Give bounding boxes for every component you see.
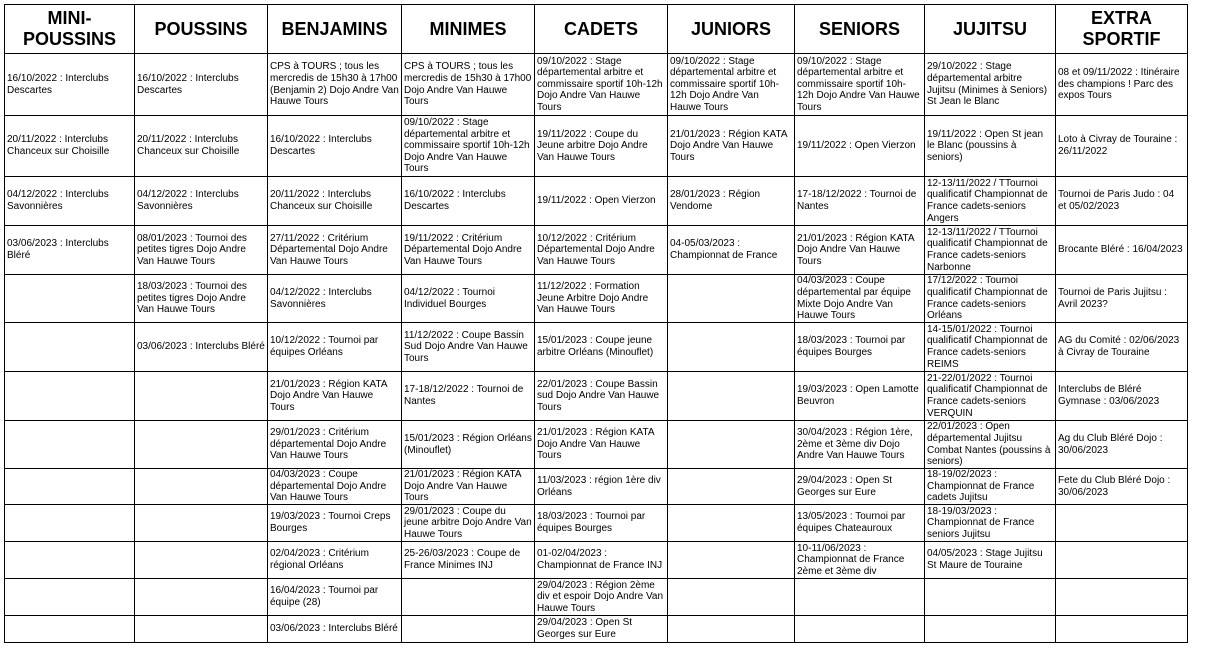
event-cell: 15/01/2023 : Coupe jeune arbitre Orléans (Minouflet) [535,323,668,372]
event-cell: 08/01/2023 : Tournoi des petites tigres Dojo Andre Van Hauwe Tours [135,226,268,275]
event-cell: Loto à Civray de Touraine : 26/11/2022 [1056,116,1188,177]
event-cell: AG du Comité : 02/06/2023 à Civray de Touraine [1056,323,1188,372]
event-cell [1056,579,1188,616]
table-row [5,177,1188,226]
event-cell [5,469,135,505]
event-cell: 04/03/2023 : Coupe départemental Dojo Andre Van Hauwe Tours [268,469,402,505]
event-cell: 09/10/2022 : Stage départemental arbitre et commissaire sportif 10h-12h Dojo Andre Van Hauwe Tours [535,54,668,116]
table-row [5,372,1188,421]
table-row [5,226,1188,275]
event-cell: 25-26/03/2023 : Coupe de France Minimes INJ [402,542,535,579]
event-cell: 18/03/2023 : Tournoi par équipes Bourges [535,505,668,542]
event-cell [668,372,795,421]
event-cell: Fete du Club Bléré Dojo : 30/06/2023 [1056,469,1188,505]
event-cell: 19/03/2023 : Open Lamotte Beuvron [795,372,925,421]
column-header: EXTRA SPORTIF [1056,5,1188,54]
event-cell [5,372,135,421]
event-cell [795,579,925,616]
table-row [5,579,1188,616]
event-cell: Interclubs de Bléré Gymnase : 03/06/2023 [1056,372,1188,421]
event-cell [135,616,268,643]
event-cell: 21/01/2023 : Région KATA Dojo Andre Van Hauwe Tours [795,226,925,275]
table-row [5,116,1188,177]
event-cell [668,542,795,579]
event-cell [135,542,268,579]
event-cell: 19/03/2023 : Tournoi Creps Bourges [268,505,402,542]
table-row [5,616,1188,643]
event-cell: 04/03/2023 : Coupe départemental par équipe Mixte Dojo Andre Van Hauwe Tours [795,275,925,323]
table-row [5,469,1188,505]
event-cell [925,579,1056,616]
header-row [5,5,1188,54]
event-cell: Brocante Bléré : 16/04/2023 [1056,226,1188,275]
event-cell: 09/10/2022 : Stage départemental arbitre et commissaire sportif 10h-12h Dojo Andre Van Hauwe Tours [795,54,925,116]
event-cell: 15/01/2023 : Région Orléans (Minouflet) [402,421,535,469]
event-cell: 29/04/2023 : Open St Georges sur Eure [795,469,925,505]
event-cell [135,505,268,542]
event-cell: 04/12/2022 : Interclubs Savonnières [268,275,402,323]
event-cell: Ag du Club Bléré Dojo : 30/06/2023 [1056,421,1188,469]
event-cell: 10-11/06/2023 : Championnat de France 2ème et 3ème div [795,542,925,579]
event-cell: 11/12/2022 : Formation Jeune Arbitre Dojo Andre Van Hauwe Tours [535,275,668,323]
event-cell: 30/04/2023 : Région 1ère, 2ème et 3ème div Dojo Andre Van Hauwe Tours [795,421,925,469]
event-cell: 09/10/2022 : Stage départemental arbitre et commissaire sportif 10h-12h Dojo Andre Van Hauwe Tours [402,116,535,177]
calendar-table [4,4,1188,643]
column-header: JUJITSU [925,5,1056,54]
event-cell [5,579,135,616]
event-cell: 11/03/2023 : région 1ère div Orléans [535,469,668,505]
event-cell: 12-13/11/2022 / TTournoi qualificatif Championnat de France cadets-seniors Angers [925,177,1056,226]
event-cell: 04-05/03/2023 : Championnat de France [668,226,795,275]
event-cell: Tournoi de Paris Judo : 04 et 05/02/2023 [1056,177,1188,226]
event-cell: 08 et 09/11/2022 : Itinéraire des champions ! Parc des expos Tours [1056,54,1188,116]
event-cell: 04/05/2023 : Stage Jujitsu St Maure de Touraine [925,542,1056,579]
event-cell: 20/11/2022 : Interclubs Chanceux sur Choisille [268,177,402,226]
event-cell: 21/01/2023 : Région KATA Dojo Andre Van Hauwe Tours [268,372,402,421]
event-cell [1056,616,1188,643]
event-cell: 16/10/2022 : Interclubs Descartes [402,177,535,226]
event-cell: 19/11/2022 : Coupe du Jeune arbitre Dojo Andre Van Hauwe Tours [535,116,668,177]
event-cell: 18-19/03/2023 : Championnat de France seniors Jujitsu [925,505,1056,542]
event-cell: 27/11/2022 : Critérium Départemental Dojo Andre Van Hauwe Tours [268,226,402,275]
event-cell: 29/04/2023 : Région 2ème div et espoir Dojo Andre Van Hauwe Tours [535,579,668,616]
event-cell: 10/12/2022 : Tournoi par équipes Orléans [268,323,402,372]
event-cell: 18-19/02/2023 : Championnat de France cadets Jujitsu [925,469,1056,505]
event-cell [402,579,535,616]
column-header: BENJAMINS [268,5,402,54]
event-cell: 22/01/2023 : Coupe Bassin sud Dojo Andre Van Hauwe Tours [535,372,668,421]
event-cell: 19/11/2022 : Open Vierzon [535,177,668,226]
event-cell: 17-18/12/2022 : Tournoi de Nantes [795,177,925,226]
event-cell: 21/01/2023 : Région KATA Dojo Andre Van Hauwe Tours [402,469,535,505]
column-header: POUSSINS [135,5,268,54]
event-cell: 17/12/2022 : Tournoi qualificatif Championnat de France cadets-seniors Orléans [925,275,1056,323]
event-cell [668,616,795,643]
event-cell [668,421,795,469]
table-row [5,275,1188,323]
event-cell: 03/06/2023 : Interclubs Bléré [135,323,268,372]
event-cell [5,505,135,542]
event-cell [5,421,135,469]
event-cell: 19/11/2022 : Open Vierzon [795,116,925,177]
event-cell: CPS à TOURS ; tous les mercredis de 15h30 à 17h00 Dojo Andre Van Hauwe Tours [402,54,535,116]
event-cell [5,542,135,579]
event-cell: 03/06/2023 : Interclubs Bléré [5,226,135,275]
event-cell: 09/10/2022 : Stage départemental arbitre et commissaire sportif 10h-12h Dojo Andre Van Hauwe Tours [668,54,795,116]
event-cell [5,616,135,643]
event-cell [668,579,795,616]
event-cell [5,323,135,372]
column-header: SENIORS [795,5,925,54]
event-cell [135,372,268,421]
event-cell [925,616,1056,643]
event-cell: 21/01/2023 : Région KATA Dojo Andre Van Hauwe Tours [535,421,668,469]
column-header: CADETS [535,5,668,54]
event-cell: 17-18/12/2022 : Tournoi de Nantes [402,372,535,421]
event-cell [668,275,795,323]
event-cell [402,616,535,643]
event-cell: 04/12/2022 : Interclubs Savonnières [135,177,268,226]
column-header: MINI-POUSSINS [5,5,135,54]
event-cell: 21/01/2023 : Région KATA Dojo Andre Van Hauwe Tours [668,116,795,177]
event-cell [795,616,925,643]
event-cell: CPS à TOURS ; tous les mercredis de 15h30 à 17h00 (Benjamin 2) Dojo Andre Van Hauwe Tours [268,54,402,116]
event-cell: 29/01/2023 : Coupe du jeune arbitre Dojo Andre Van Hauwe Tours [402,505,535,542]
event-cell: 10/12/2022 : Critérium Départemental Dojo Andre Van Hauwe Tours [535,226,668,275]
event-cell: 12-13/11/2022 / TTournoi qualificatif Championnat de France cadets-seniors Narbonne [925,226,1056,275]
event-cell [135,579,268,616]
table-row [5,421,1188,469]
event-cell [1056,505,1188,542]
event-cell: 20/11/2022 : Interclubs Chanceux sur Choisille [5,116,135,177]
event-cell: 19/11/2022 : Critérium Départemental Dojo Andre Van Hauwe Tours [402,226,535,275]
table-header [5,5,1188,54]
column-header: JUNIORS [668,5,795,54]
table-row [5,542,1188,579]
event-cell [668,469,795,505]
table-row [5,54,1188,116]
event-cell: 18/03/2023 : Tournoi des petites tigres Dojo Andre Van Hauwe Tours [135,275,268,323]
event-cell [5,275,135,323]
event-cell [668,505,795,542]
event-cell: 04/12/2022 : Interclubs Savonnières [5,177,135,226]
event-cell: 22/01/2023 : Open départemental Jujitsu Combat Nantes (poussins à seniors) [925,421,1056,469]
event-cell: 04/12/2022 : Tournoi Individuel Bourges [402,275,535,323]
table-row [5,505,1188,542]
table-body [5,54,1188,643]
event-cell [668,323,795,372]
event-cell: 02/04/2023 : Critérium régional Orléans [268,542,402,579]
event-cell: 13/05/2023 : Tournoi par équipes Chateauroux [795,505,925,542]
event-cell: 11/12/2022 : Coupe Bassin Sud Dojo Andre Van Hauwe Tours [402,323,535,372]
event-cell [1056,542,1188,579]
event-cell: 19/11/2022 : Open St jean le Blanc (poussins à seniors) [925,116,1056,177]
event-cell: 16/04/2023 : Tournoi par équipe (28) [268,579,402,616]
event-cell: 29/01/2023 : Critérium départemental Dojo Andre Van Hauwe Tours [268,421,402,469]
event-cell: 16/10/2022 : Interclubs Descartes [268,116,402,177]
event-cell: 16/10/2022 : Interclubs Descartes [135,54,268,116]
event-cell: 28/01/2023 : Région Vendome [668,177,795,226]
event-cell: 14-15/01/2022 : Tournoi qualificatif Championnat de France cadets-seniors REIMS [925,323,1056,372]
event-cell: 16/10/2022 : Interclubs Descartes [5,54,135,116]
event-cell: Tournoi de Paris Jujitsu : Avril 2023? [1056,275,1188,323]
event-cell: 21-22/01/2022 : Tournoi qualificatif Championnat de France cadets-seniors VERQUIN [925,372,1056,421]
event-cell: 29/10/2022 : Stage départemental arbitre Jujitsu (Minimes à Seniors) St Jean le Blanc [925,54,1056,116]
event-cell [135,469,268,505]
event-cell: 01-02/04/2023 : Championnat de France INJ [535,542,668,579]
event-cell [135,421,268,469]
table-row [5,323,1188,372]
column-header: MINIMES [402,5,535,54]
event-cell: 20/11/2022 : Interclubs Chanceux sur Choisille [135,116,268,177]
event-cell: 29/04/2023 : Open St Georges sur Eure [535,616,668,643]
event-cell: 18/03/2023 : Tournoi par équipes Bourges [795,323,925,372]
event-cell: 03/06/2023 : Interclubs Bléré [268,616,402,643]
